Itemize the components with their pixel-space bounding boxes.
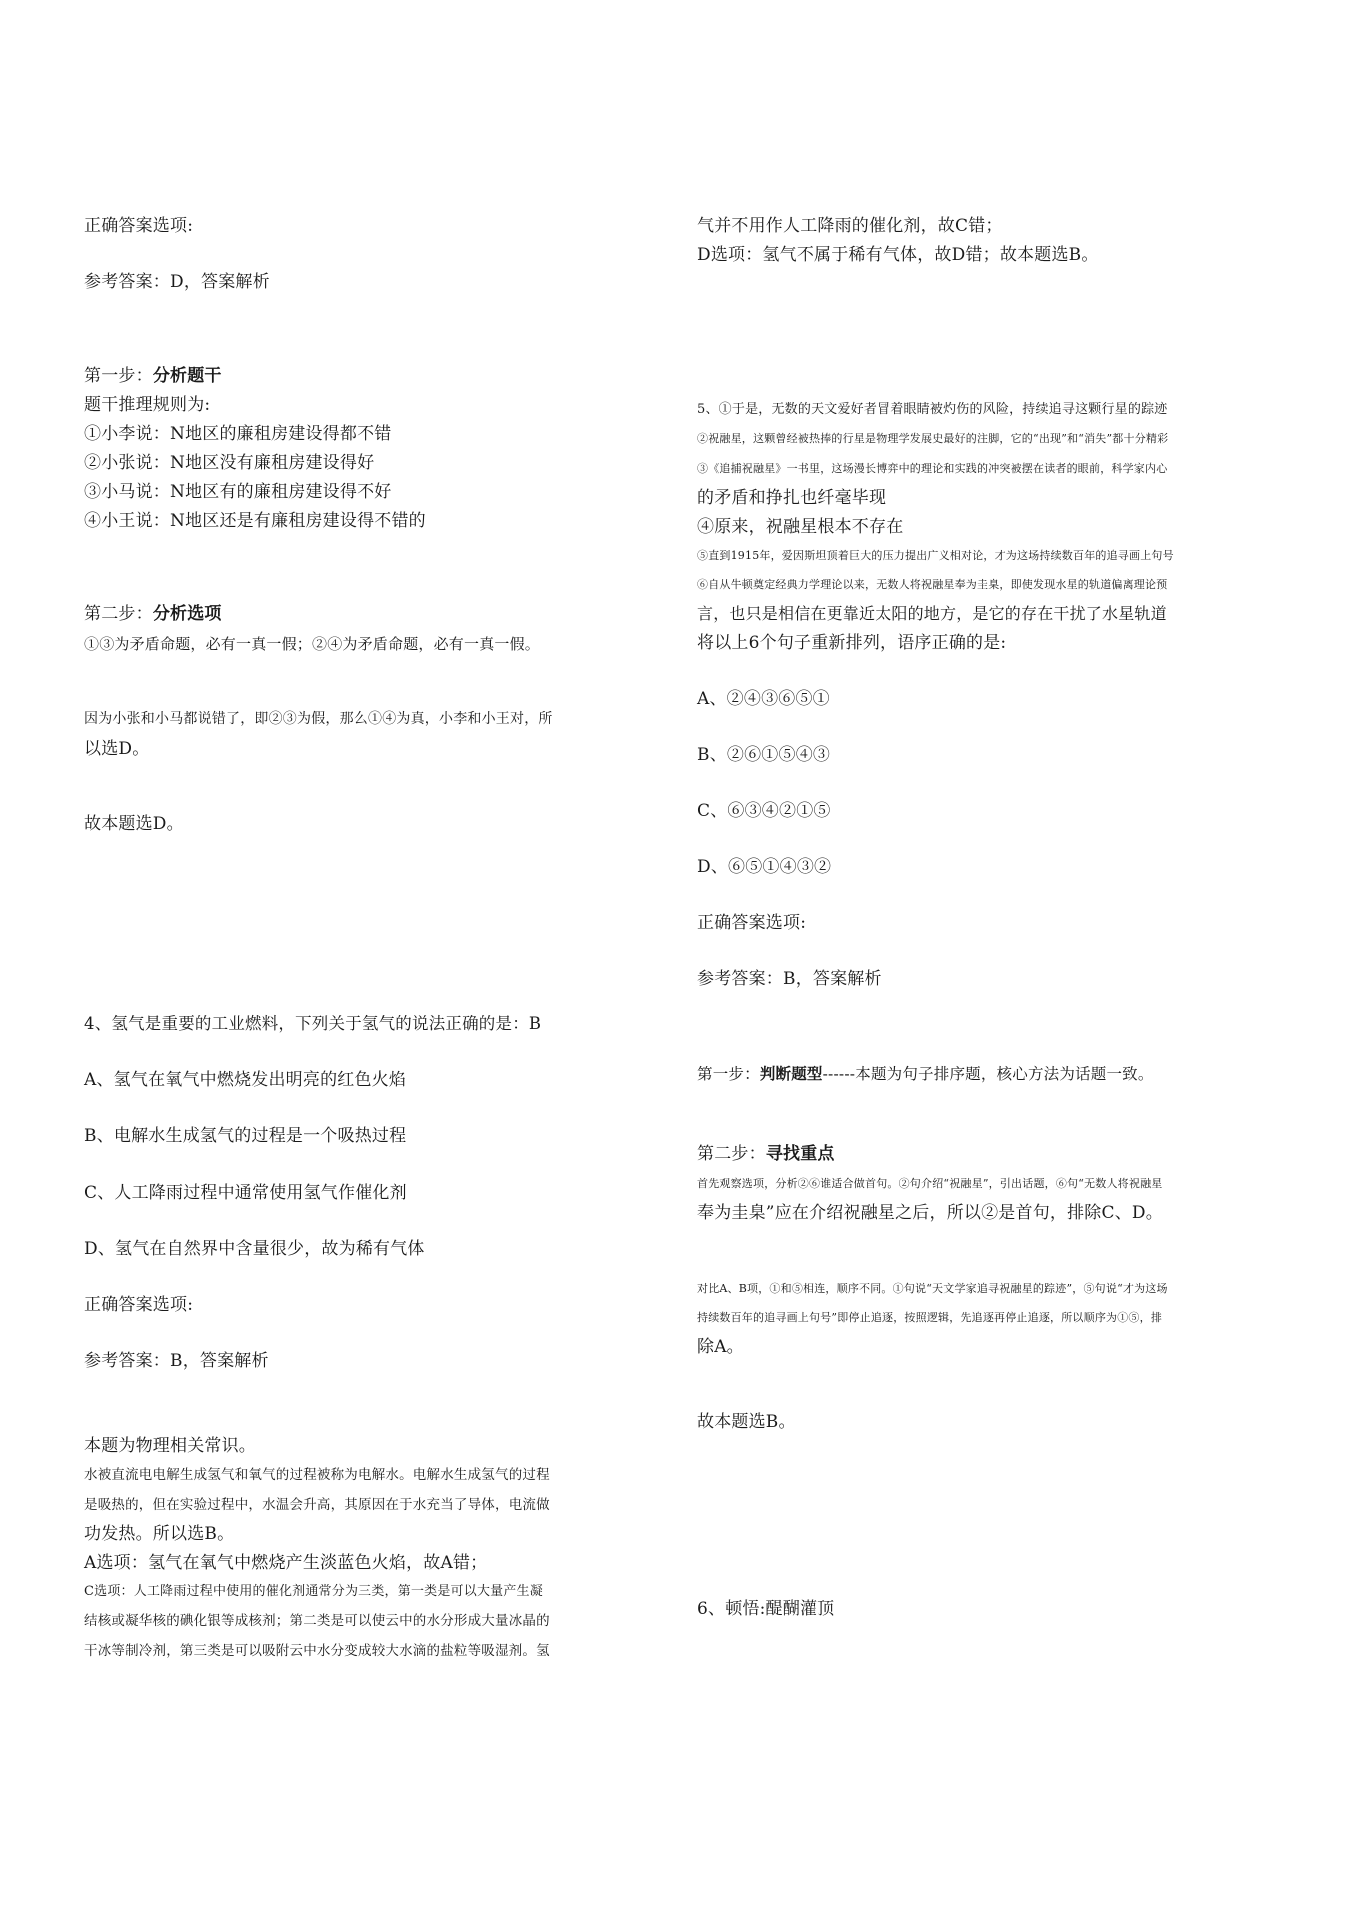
q4-explanation-line: 干冰等制冷剂，第三类是可以吸附云中水分变成较大水滴的盐粒等吸湿剂。氢 [84, 1643, 550, 1659]
step-prefix: 第二步： [697, 1144, 766, 1164]
q4-tail-line: D选项：氢气不属于稀有气体，故D错；故本题选B。 [697, 245, 1099, 265]
q5-step1-heading [697, 1060, 1167, 1088]
q3-step2-line: ①③为矛盾命题，必有一真一假；②④为矛盾命题，必有一真一假。 [84, 635, 541, 653]
q5-question-line: ②祝融星，这颗曾经被热捧的行星是物理学发展史最好的注脚，它的“出现”和“消失”都十分精彩 [697, 432, 1169, 445]
q5-step2-line: 首先观察选项，分析②⑥谁适合做首句。②句介绍“祝融星”，引出话题，⑥句“无数人将祝融星 [697, 1177, 1163, 1190]
step-prefix: 第一步： [697, 1065, 760, 1083]
step-title: 寻找重点 [765, 1144, 835, 1164]
q5-question-line: 言，也只是相信在更靠近太阳的地方，是它的存在干扰了水星轨道 [697, 604, 1167, 623]
q3-conclusion: 故本题选D。 [84, 814, 184, 834]
q4-question: 4、氢气是重要的工业燃料，下列关于氢气的说法正确的是：B [84, 1014, 542, 1033]
step-text: ------本题为句子排序题，核心方法为话题一致。 [822, 1065, 1154, 1083]
q3-step1-heading [84, 362, 554, 390]
q3-step1-line: ②小张说：N地区没有廉租房建设得好 [84, 453, 375, 473]
q4-answer-label: 正确答案选项: [84, 1295, 194, 1315]
q3-reference-answer: 参考答案：D，答案解析 [84, 272, 270, 292]
step-title: 判断题型 [759, 1064, 823, 1083]
q5-option-d: D、⑥⑤①④③② [697, 857, 832, 877]
q4-explanation-line: 水被直流电电解生成氢气和氧气的过程被称为电解水。电解水生成氢气的过程 [84, 1467, 550, 1483]
step-prefix: 第二步： [84, 604, 153, 624]
q5-question-line: ⑤直到1915年，爱因斯坦顶着巨大的压力提出广义相对论，才为这场持续数百年的追寻画上句号 [697, 549, 1174, 562]
q5-option-b: B、②⑥①⑤④③ [697, 745, 831, 765]
q5-compare-line: 对比A、B项，①和⑤相连，顺序不同。①句说“天文学家追寻祝融星的踪迹”，⑤句说“才为这场 [697, 1282, 1168, 1295]
q4-option-d: D、氢气在自然界中含量很少，故为稀有气体 [84, 1239, 425, 1259]
q3-step1-line: 题干推理规则为: [84, 395, 211, 415]
q4-tail-line: 气并不用作人工降雨的催化剂，故C错； [697, 216, 1003, 236]
q5-step2-heading [697, 1140, 1167, 1168]
q5-question-line: 将以上6个句子重新排列，语序正确的是: [697, 633, 1007, 653]
q4-explanation-line: C选项：人工降雨过程中使用的催化剂通常分为三类，第一类是可以大量产生凝 [84, 1584, 543, 1599]
q5-step2-line: 奉为圭臬”应在介绍祝融星之后，所以②是首句，排除C、D。 [697, 1203, 1163, 1223]
q5-option-a: A、②④③⑥⑤① [697, 689, 830, 709]
q3-step1-line: ③小马说：N地区有的廉租房建设得不好 [84, 482, 392, 502]
q4-explanation-line: 本题为物理相关常识。 [84, 1436, 256, 1456]
step-title: 分析选项 [152, 604, 222, 624]
q4-option-b: B、电解水生成氢气的过程是一个吸热过程 [84, 1126, 407, 1146]
q5-question-line: 的矛盾和挣扎也纤毫毕现 [697, 488, 887, 508]
q4-reference-answer: 参考答案：B，答案解析 [84, 1351, 269, 1371]
q4-explanation-line: 结核或凝华核的碘化银等成核剂；第二类是可以使云中的水分形成大量冰晶的 [84, 1613, 550, 1629]
q4-explanation-line: A选项：氢气在氧气中燃烧产生淡蓝色火焰，故A错； [84, 1553, 488, 1573]
q5-compare-line: 持续数百年的追寻画上句号”即停止追逐，按照逻辑，先追逐再停止追逐，所以顺序为①⑤，排 [697, 1311, 1163, 1324]
step-prefix: 第一步： [84, 366, 153, 386]
q5-question-line: 5、①于是，无数的天文爱好者冒着眼睛被灼伤的风险，持续追寻这颗行星的踪迹 [697, 402, 1168, 417]
q5-reference-answer: 参考答案：B，答案解析 [697, 969, 882, 989]
q3-step2-heading [84, 600, 554, 628]
q3-reason-line: 因为小张和小马都说错了，即②③为假，那么①④为真，小李和小王对，所 [84, 711, 553, 727]
q4-option-a: A、氢气在氧气中燃烧发出明亮的红色火焰 [84, 1070, 407, 1090]
q4-explanation-line: 功发热。所以选B。 [84, 1524, 235, 1544]
q3-answer-label: 正确答案选项: [84, 216, 194, 236]
q4-option-c: C、人工降雨过程中通常使用氢气作催化剂 [84, 1183, 407, 1203]
q3-step1-line: ①小李说：N地区的廉租房建设得都不错 [84, 424, 392, 444]
q5-conclusion: 故本题选B。 [697, 1412, 796, 1432]
q5-option-c: C、⑥③④②①⑤ [697, 801, 831, 821]
q5-question-line: ③《追捕祝融星》一书里，这场漫长博弈中的理论和实践的冲突被摆在读者的眼前，科学家内心 [697, 462, 1168, 475]
q5-question-line: ④原来，祝融星根本不存在 [697, 517, 904, 537]
q5-compare-line: 除A。 [697, 1337, 744, 1357]
q5-question-line: ⑥自从牛顿奠定经典力学理论以来，无数人将祝融星奉为圭臬，即使发现水星的轨道偏离理论预 [697, 578, 1168, 591]
q5-answer-label: 正确答案选项: [697, 913, 807, 933]
q6-question: 6、顿悟:醍醐灌顶 [697, 1599, 835, 1619]
q3-step1-line: ④小王说：N地区还是有廉租房建设得不错的 [84, 511, 426, 531]
q3-reason-line: 以选D。 [84, 739, 150, 759]
q4-explanation-line: 是吸热的，但在实验过程中，水温会升高，其原因在于水充当了导体，电流做 [84, 1497, 550, 1513]
step-title: 分析题干 [152, 366, 222, 386]
